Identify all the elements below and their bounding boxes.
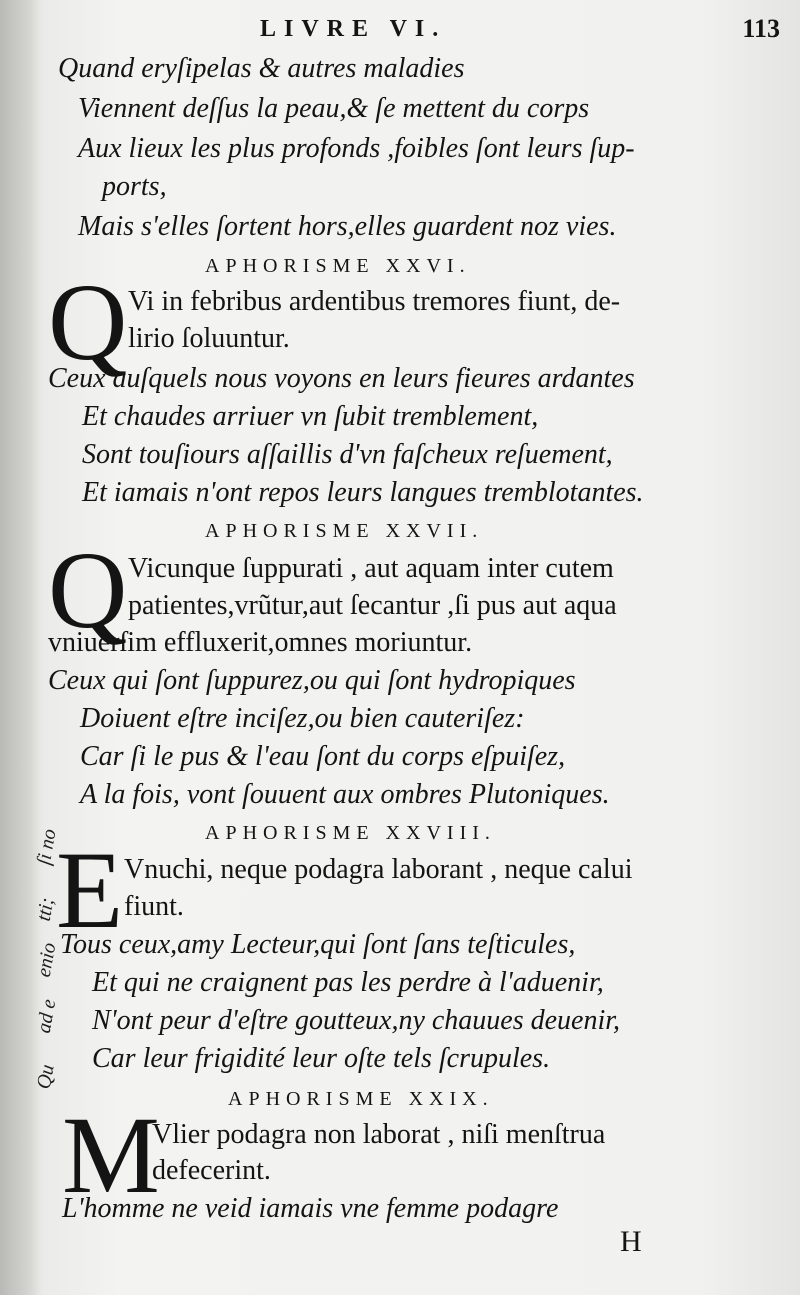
aphorism-heading: APHORISME XXVIII. [205,822,496,844]
verse-line: Mais s'elles ſortent hors,elles guardent noz vies. [78,211,617,242]
verse-line: Doiuent eſtre inciſez,ou bien cauteriſez: [80,703,525,734]
verse-line: Quand eryſipelas & autres maladies [58,53,465,84]
latin-line: defecerint. [152,1155,271,1186]
latin-line: Vlier podagra non laborat , niſi menſtrua [152,1119,606,1150]
verse-line: Et qui ne craignent pas les perdre à l'aduenir, [92,967,604,998]
aphorism-heading: APHORISME XXVII. [205,520,484,542]
page-number: 113 [742,14,780,43]
verse-line: N'ont peur d'eſtre goutteux,ny chauues deuenir, [92,1005,621,1036]
drop-cap: E [56,829,124,951]
catchword: H [620,1225,642,1258]
verse-line: Car ſi le pus & l'eau ſont du corps eſpuiſez, [80,741,566,772]
drop-cap: Q [48,261,128,383]
verse-line: Et chaudes arriuer vn ſubit tremblement, [82,401,539,432]
running-title: LIVRE VI. [260,16,447,42]
verse-line: Sont touſiours aſſaillis d'vn faſcheux reſuement, [82,439,613,470]
latin-line: fiunt. [124,891,184,922]
aphorism-heading: APHORISME XXVI. [205,255,471,277]
running-header [260,16,780,43]
verse-line: L'homme ne veid iamais vne femme podagre [62,1193,559,1224]
drop-cap: Q [48,529,128,651]
verse-line: Viennent deſſus la peau,& ſe mettent du corps [78,93,590,124]
verse-line: Et iamais n'ont repos leurs langues tremblotantes. [82,477,644,508]
facing-page-fragments [2,827,61,1140]
fragment: ad e [32,997,61,1035]
latin-line: Vicunque ſuppurati , aut aquam inter cutem [128,553,614,584]
aphorism-heading: APHORISME XXIX. [228,1088,494,1110]
fragment: enio [32,941,61,979]
verse-line: Ceux qui ſont ſuppurez,ou qui ſont hydropiques [48,665,576,696]
verse-line: Car leur frigidité leur oſte tels ſcrupules. [92,1043,551,1074]
verse-line: A la fois, vont ſouuent aux ombres Plutoniques. [80,779,610,810]
fragment: tti; [32,895,59,923]
latin-line: vniuerſim effluxerit,omnes moriuntur. [48,627,473,658]
fragment: Qu [32,1062,59,1091]
latin-line: Vi in febribus ardentibus tremores fiunt, de- [128,286,621,317]
latin-line: Vnuchi, neque podagra laborant , neque calui [124,854,633,885]
facing-page-edge [0,0,61,1295]
drop-cap: M [62,1094,160,1216]
verse-line: Ceux auſquels nous voyons en leurs fieures ardantes [48,363,635,394]
verse-line: Aux lieux les plus profonds ,foibles ſont leurs ſup- [78,133,635,164]
latin-line: patientes,vrũtur,aut ſecantur ,ſi pus aut aqua [128,590,617,621]
fragment: ſi no [32,827,61,867]
verse-line: Tous ceux,amy Lecteur,qui ſont ſans teſticules, [60,929,576,960]
verse-line: ports, [102,171,167,202]
latin-line: lirio ſoluuntur. [128,323,290,354]
